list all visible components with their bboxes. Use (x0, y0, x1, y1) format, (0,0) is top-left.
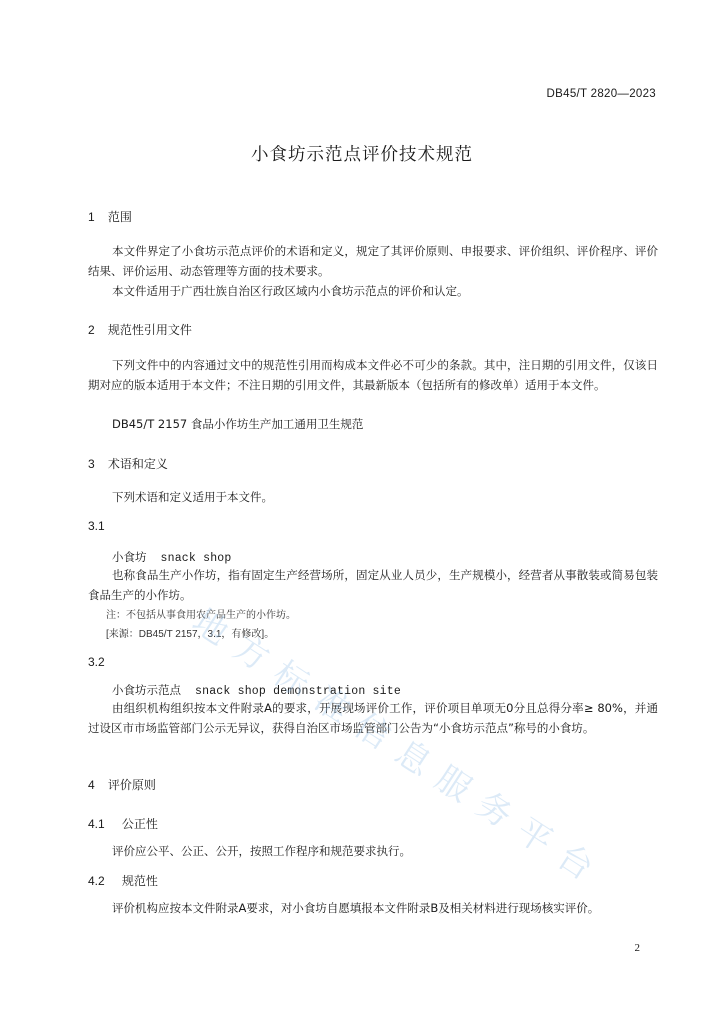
watermark-char: 台 (549, 836, 601, 889)
watermark-char: 平 (509, 810, 560, 863)
watermark-char: 准 (306, 679, 357, 732)
subsection-4-1-number: 4.1 (88, 817, 105, 831)
term-3-2-english: snack shop demonstration site (195, 685, 401, 698)
section-4-number: 4 (88, 778, 95, 792)
page-number: 2 (634, 942, 640, 954)
term-3-2-number: 3.2 (88, 655, 105, 669)
watermark-char: 标 (266, 653, 317, 706)
section-4-heading (88, 776, 156, 793)
term-3-1-source: [来源：DB45/T 2157，3.1，有修改]。 (106, 629, 275, 640)
section-1-title: 范围 (107, 210, 132, 224)
referenced-standard: DB45/T 2157 食品小作坊生产加工通用卫生规范 (112, 417, 364, 431)
section-4-title: 评价原则 (107, 778, 156, 792)
section-2-heading (88, 321, 192, 338)
term-3-1-english: snack shop (160, 552, 232, 565)
subsection-4-1-heading (88, 815, 158, 832)
section-1-heading (88, 208, 132, 225)
standard-code: DB45/T 2820—2023 (546, 88, 656, 100)
term-3-2-heading (112, 682, 401, 698)
section-2-title: 规范性引用文件 (107, 323, 192, 337)
term-3-1-chinese: 小食坊 (112, 550, 147, 564)
watermark-char: 服 (428, 758, 479, 811)
section-1-number: 1 (88, 210, 95, 224)
watermark-char: 地 (184, 601, 236, 654)
term-3-1-note: 注：不包括从事食用农产品生产的小作坊。 (106, 610, 296, 621)
term-3-1-definition: 也称食品生产小作坊，指有固定生产经营场所，固定从业人员少，生产规模小，经营者从事散装或简易包装食品生产的小作坊。 (88, 568, 658, 602)
section-1-paragraph-1: 本文件界定了小食坊示范点评价的术语和定义，规定了其评价原则、申报要求、评价组织、评价程序、评价结果、评价运用、动态管理等方面的技术要求。 (88, 244, 658, 278)
section-2-number: 2 (88, 323, 95, 337)
watermark-char: 方 (225, 627, 276, 680)
subsection-4-1-title: 公正性 (121, 817, 158, 831)
section-3-paragraph-1: 下列术语和定义适用于本文件。 (112, 490, 273, 504)
subsection-4-2-paragraph: 评价机构应按本文件附录A要求，对小食坊自愿填报本文件附录B及相关材料进行现场核实评价。 (112, 901, 600, 915)
term-3-1-number: 3.1 (88, 519, 105, 533)
watermark-char: 信 (347, 705, 398, 758)
section-1-paragraph-2: 本文件适用于广西壮族自治区行政区域内小食坊示范点的评价和认定。 (112, 284, 469, 298)
section-3-title: 术语和定义 (107, 457, 168, 471)
term-3-2-chinese: 小食坊示范点 (112, 683, 181, 697)
subsection-4-2-heading (88, 872, 158, 889)
watermark-char: 息 (387, 731, 439, 785)
section-3-number: 3 (88, 457, 95, 471)
watermark-char: 务 (468, 784, 520, 837)
subsection-4-2-title: 规范性 (121, 874, 158, 888)
term-3-2-definition: 由组织机构组织按本文件附录A的要求，开展现场评价工作，评价项目单项无0分且总得分率≥ 80%，并通过设区市市场监管部门公示无异议，获得自治区市场监管部门公告为“小食坊示范点”称号的小食坊。 (88, 701, 658, 735)
section-2-paragraph-1: 下列文件中的内容通过文中的规范性引用而构成本文件必不可少的条款。其中，注日期的引用文件，仅该日期对应的版本适用于本文件；不注日期的引用文件，其最新版本（包括所有的修改单）适用于本文件。 (88, 358, 658, 392)
section-3-heading (88, 455, 168, 472)
subsection-4-1-paragraph: 评价应公平、公正、公开，按照工作程序和规范要求执行。 (112, 844, 411, 858)
subsection-4-2-number: 4.2 (88, 874, 105, 888)
term-3-1-heading (112, 549, 232, 565)
page-title: 小食坊示范点评价技术规范 (251, 145, 473, 165)
